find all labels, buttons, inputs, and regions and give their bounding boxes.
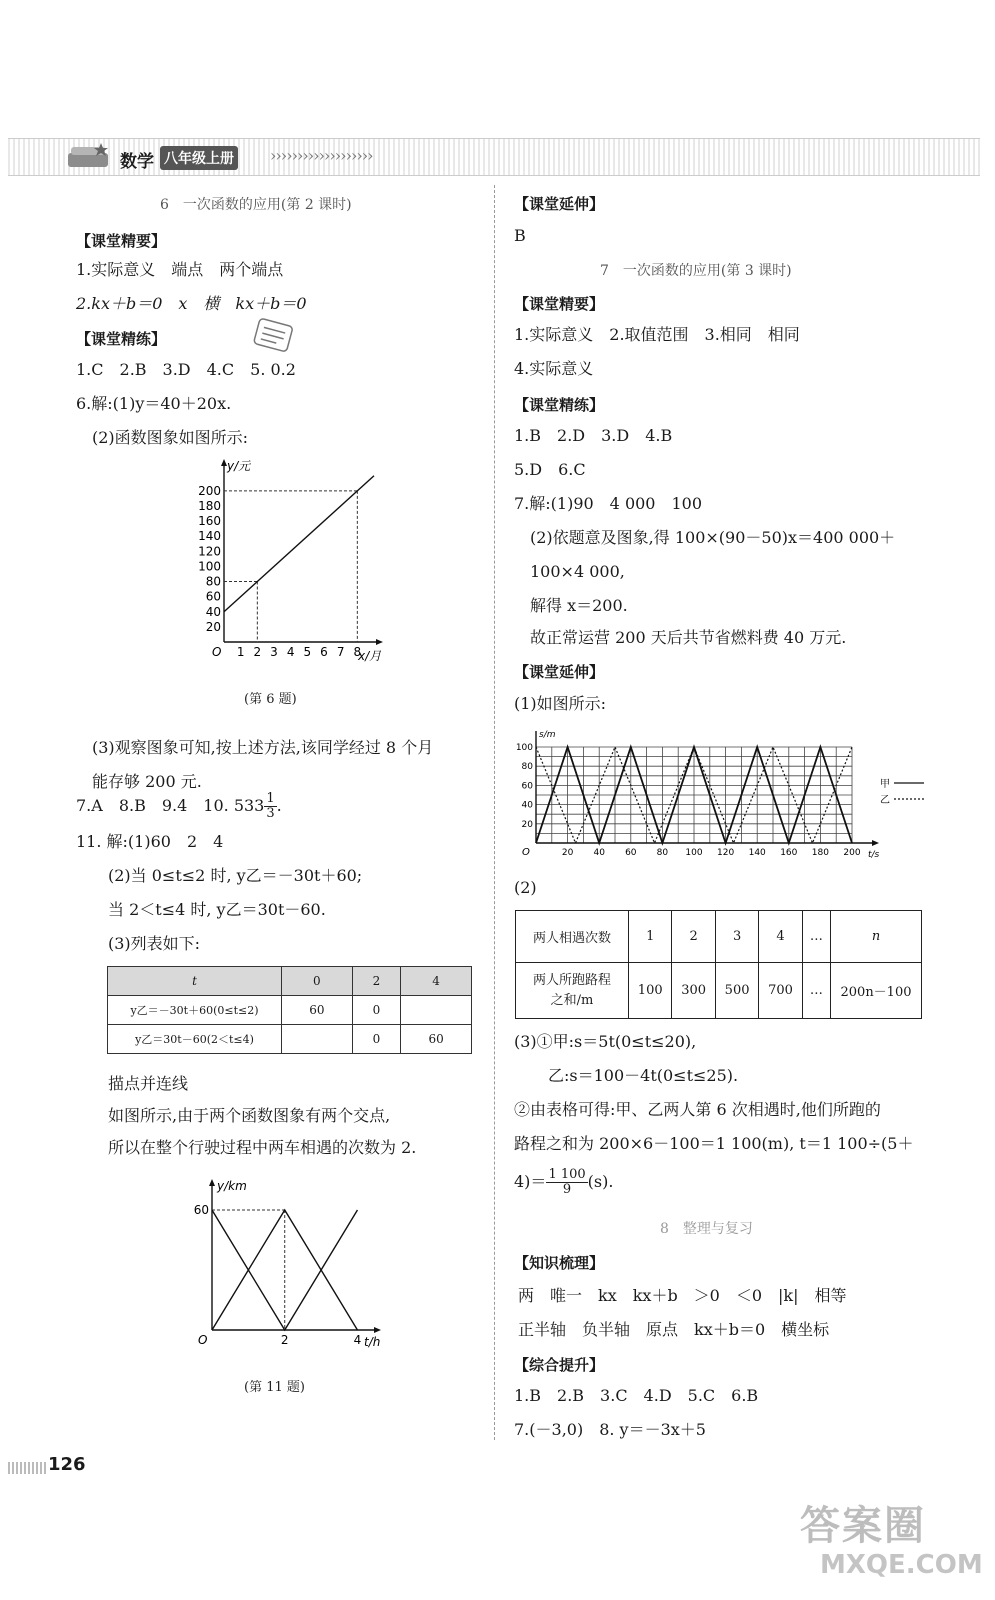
- section-7-title: 7 一次函数的应用(第 3 课时): [600, 263, 792, 279]
- table-row: [516, 911, 922, 963]
- left-q11-6: 所以在整个行驶过程中两车相遇的次数为 2.: [108, 1138, 417, 1157]
- y-tick-label: 60: [205, 589, 221, 604]
- table-cell: t: [108, 967, 282, 996]
- right-heading-zonghe: 【综合提升】: [514, 1356, 605, 1374]
- table-cell: 60: [401, 1025, 472, 1054]
- column-divider: [494, 185, 495, 1440]
- table-row: [516, 963, 922, 1019]
- x-tick-label: 40: [593, 848, 605, 858]
- table-cell: 700: [759, 963, 802, 1019]
- y-axis-label: y/元: [227, 459, 251, 473]
- right-heading-zhishi: 【知识梳理】: [514, 1254, 605, 1272]
- right-yanshen-3c: ②由表格可得:甲、乙两人第 6 次相遇时,他们所跑的: [514, 1100, 881, 1119]
- right-jinglian-1: 1.B 2.D 3.D 4.B: [514, 426, 673, 445]
- right-yanshen-1: B: [514, 226, 526, 245]
- right-zonghe-1: 1.B 2.B 3.C 4.D 5.C 6.B: [514, 1386, 759, 1405]
- left-jinglian-1: 1.C 2.B 3.D 4.C 5. 0.2: [76, 360, 296, 379]
- fig11-chart: [190, 1178, 380, 1353]
- watermark-logo: 答案圈: [800, 1503, 926, 1549]
- y-tick-label: 40: [205, 604, 221, 619]
- y-tick-label: 200: [198, 483, 221, 498]
- x-tick-label: 120: [717, 848, 735, 858]
- y-tick-label: 40: [521, 800, 533, 811]
- right-q7: 7.解:(1)90 4 000 100: [514, 494, 703, 513]
- right-yanshen-2a: (1)如图所示:: [514, 694, 607, 713]
- left-q6-2: (2)函数图象如图所示:: [92, 428, 249, 447]
- y-tick-label: 100: [515, 743, 533, 753]
- right-yanshen-3b: 乙:s＝100－4t(0≤t≤25).: [548, 1066, 739, 1085]
- left-q11-5: 如图所示,由于两个函数图象有两个交点,: [108, 1106, 391, 1125]
- x-tick-label: 80: [656, 848, 669, 858]
- right-jingyao-1: 1.实际意义 2.取值范围 3.相同 相同: [514, 325, 800, 344]
- table-cell: 2: [352, 967, 400, 996]
- x-tick-label: 3: [270, 645, 278, 659]
- x-tick-label: 180: [811, 848, 829, 858]
- table-cell: n: [831, 911, 922, 963]
- table-cell: 0: [282, 967, 353, 996]
- table-cell: 3: [715, 911, 758, 963]
- x-tick-label: 2: [253, 645, 262, 659]
- table-row: [108, 1025, 472, 1054]
- x-tick-label: 20: [561, 848, 574, 858]
- right-zhishi-1: 两 唯一 kx kx＋b ＞0 ＜0 |k| 相等: [518, 1286, 847, 1305]
- y-tick-label: 120: [198, 544, 221, 559]
- x-axis-arrow: [872, 840, 879, 846]
- x-tick-label: 4: [353, 1333, 362, 1347]
- left-q6: 6.解:(1)y＝40＋20x.: [76, 394, 232, 413]
- left-q11: 11. 解:(1)60 2 4: [76, 832, 224, 851]
- section-6-title: 6 一次函数的应用(第 2 课时): [160, 197, 352, 213]
- header-subject: 数学: [120, 152, 154, 172]
- x-tick-label: 5: [303, 645, 312, 659]
- fraction-1-3: $\frac{1}{3}$: [266, 791, 275, 821]
- table-row: [108, 996, 472, 1025]
- origin-label: O: [212, 645, 222, 659]
- table-cell: y乙＝30t－60(2＜t≤4): [108, 1025, 282, 1054]
- section-8-title: 8 整理与复习: [660, 1221, 753, 1237]
- table-cell: [401, 996, 472, 1025]
- right-yanshen-3d: 路程之和为 200×6－100＝1 100(m), t＝1 100÷(5＋: [514, 1134, 914, 1153]
- y-tick-label: 60: [193, 1203, 209, 1217]
- book-icon: [63, 141, 113, 171]
- left-q11-4: 描点并连线: [108, 1074, 189, 1093]
- table-cell: 100: [629, 963, 672, 1019]
- series-line: [224, 476, 374, 612]
- fig11-caption: (第 11 题): [244, 1380, 305, 1395]
- left-q6-3b: 能存够 200 元.: [92, 772, 202, 791]
- x-tick-label: 200: [843, 848, 861, 858]
- right-yanshen-2b: (2): [514, 878, 537, 897]
- watermark-url: MXQE.COM: [820, 1550, 983, 1580]
- left-q6-3a: (3)观察图象可知,按上述方法,该同学经过 8 个月: [92, 738, 434, 757]
- table-cell: …: [802, 963, 830, 1019]
- left-q11-3: (3)列表如下:: [108, 934, 201, 953]
- left-q7-10: 7.A 8.B 9.4 10. 533 $\frac{1}{3}$ .: [76, 791, 282, 821]
- table-q-meeting: [515, 910, 922, 1019]
- right-yanshen-3a: (3)①甲:s＝5t(0≤t≤20),: [514, 1032, 697, 1051]
- x-tick-label: 140: [748, 848, 766, 858]
- y-axis-arrow: [209, 1179, 215, 1186]
- table-cell: 500: [715, 963, 758, 1019]
- left-q11-2b: 当 2＜t≤4 时, y乙＝30t－60.: [108, 900, 326, 919]
- x-tick-label: 1: [236, 645, 245, 659]
- table-cell: 4: [759, 911, 802, 963]
- page-number: 126: [48, 1454, 86, 1475]
- fraction-1100-9: $\frac{1 100}{9}$: [548, 1167, 586, 1197]
- x-tick-label: 2: [280, 1333, 289, 1347]
- origin-label: O: [522, 847, 530, 858]
- y-axis-label: s/m: [539, 730, 556, 740]
- table-row-label-unit: 之和/m: [550, 992, 594, 1008]
- table-cell: [282, 1025, 353, 1054]
- table-cell: 0: [352, 1025, 400, 1054]
- x-tick-label: 6: [320, 645, 328, 659]
- x-tick-label: 7: [336, 645, 345, 659]
- y-axis-label: y/km: [217, 1179, 247, 1193]
- header-grade: 八年级上册: [160, 146, 238, 170]
- right-heading-yanshen-1: 【课堂延伸】: [514, 195, 605, 213]
- left-heading-jingyao: 【课堂精要】: [76, 232, 167, 250]
- y-tick-label: 20: [521, 819, 533, 830]
- right-heading-jinglian: 【课堂精练】: [514, 396, 605, 414]
- stamp-icon: [248, 316, 298, 356]
- x-axis-arrow: [376, 639, 383, 645]
- x-axis-label: x/月: [358, 649, 382, 663]
- table-header-row: [108, 967, 472, 996]
- left-jingyao-1: 1.实际意义 端点 两个端点: [76, 260, 284, 279]
- y-tick-label: 80: [521, 762, 533, 773]
- table-row-label: 两人所跑路程: [532, 972, 611, 988]
- y-tick-label: 60: [521, 781, 533, 792]
- page-number-decor: [8, 1462, 46, 1474]
- table-cell: 两人相遇次数: [516, 911, 629, 963]
- right-jingyao-2: 4.实际意义: [514, 359, 594, 378]
- running-chart: [512, 725, 932, 865]
- table-cell: 4: [401, 967, 472, 996]
- x-axis-label: t/s: [868, 850, 880, 860]
- y-tick-label: 160: [198, 514, 221, 529]
- x-tick-label: 8: [353, 645, 362, 659]
- right-q7-2a: (2)依题意及图象,得 100×(90－50)x＝400 000＋: [530, 528, 896, 547]
- right-heading-jingyao: 【课堂精要】: [514, 295, 605, 313]
- right-zhishi-2: 正半轴 负半轴 原点 kx＋b＝0 横坐标: [518, 1320, 830, 1339]
- x-tick-label: 60: [625, 848, 637, 858]
- x-tick-label: 160: [780, 848, 798, 858]
- legend-label: 甲: [880, 779, 890, 790]
- table-cell: [516, 963, 629, 1019]
- x-tick-label: 4: [286, 645, 295, 659]
- table-cell: 0: [352, 996, 400, 1025]
- right-q7-3: 解得 x＝200.: [530, 596, 628, 615]
- right-heading-yanshen-2: 【课堂延伸】: [514, 663, 605, 681]
- left-heading-jinglian: 【课堂精练】: [76, 330, 167, 348]
- origin-label: O: [198, 1333, 208, 1347]
- legend-label: 乙: [880, 795, 890, 806]
- right-zonghe-2: 7.(－3,0) 8. y＝－3x＋5: [514, 1420, 706, 1439]
- table-cell: 1: [629, 911, 672, 963]
- header-arrows: ›››››››››››››››››››: [270, 146, 373, 165]
- table-cell: y乙＝－30t＋60(0≤t≤2): [108, 996, 282, 1025]
- fig6-caption: (第 6 题): [244, 692, 297, 707]
- left-jingyao-2: 2.kx＋b＝0 x 横 kx＋b＝0: [76, 294, 307, 313]
- y-tick-label: 100: [198, 559, 221, 574]
- header-banner: [8, 138, 980, 176]
- y-tick-label: 140: [198, 529, 221, 544]
- table-cell: 60: [282, 996, 353, 1025]
- table-q11: [107, 966, 472, 1054]
- right-q7-4: 故正常运营 200 天后共节省燃料费 40 万元.: [530, 628, 847, 647]
- x-axis-label: t/h: [364, 1335, 381, 1349]
- y-tick-label: 80: [205, 574, 221, 589]
- y-tick-label: 20: [205, 619, 221, 634]
- right-jinglian-2: 5.D 6.C: [514, 460, 586, 479]
- x-axis-arrow: [374, 1327, 381, 1333]
- table-cell: 2: [672, 911, 715, 963]
- y-tick-label: 180: [198, 499, 221, 513]
- x-tick-label: 100: [685, 848, 703, 858]
- fig6-chart: [188, 458, 382, 673]
- table-cell: …: [802, 911, 830, 963]
- left-q7-10-text: 7.A 8.B 9.4 10. 533: [76, 796, 265, 815]
- table-cell: 200n－100: [831, 963, 922, 1019]
- right-q7-2b: 100×4 000,: [530, 562, 625, 581]
- table-cell: 300: [672, 963, 715, 1019]
- right-yanshen-3e: 4)＝ $\frac{1 100}{9}$ (s).: [514, 1167, 614, 1197]
- left-q11-2: (2)当 0≤t≤2 时, y乙＝－30t＋60;: [108, 866, 363, 885]
